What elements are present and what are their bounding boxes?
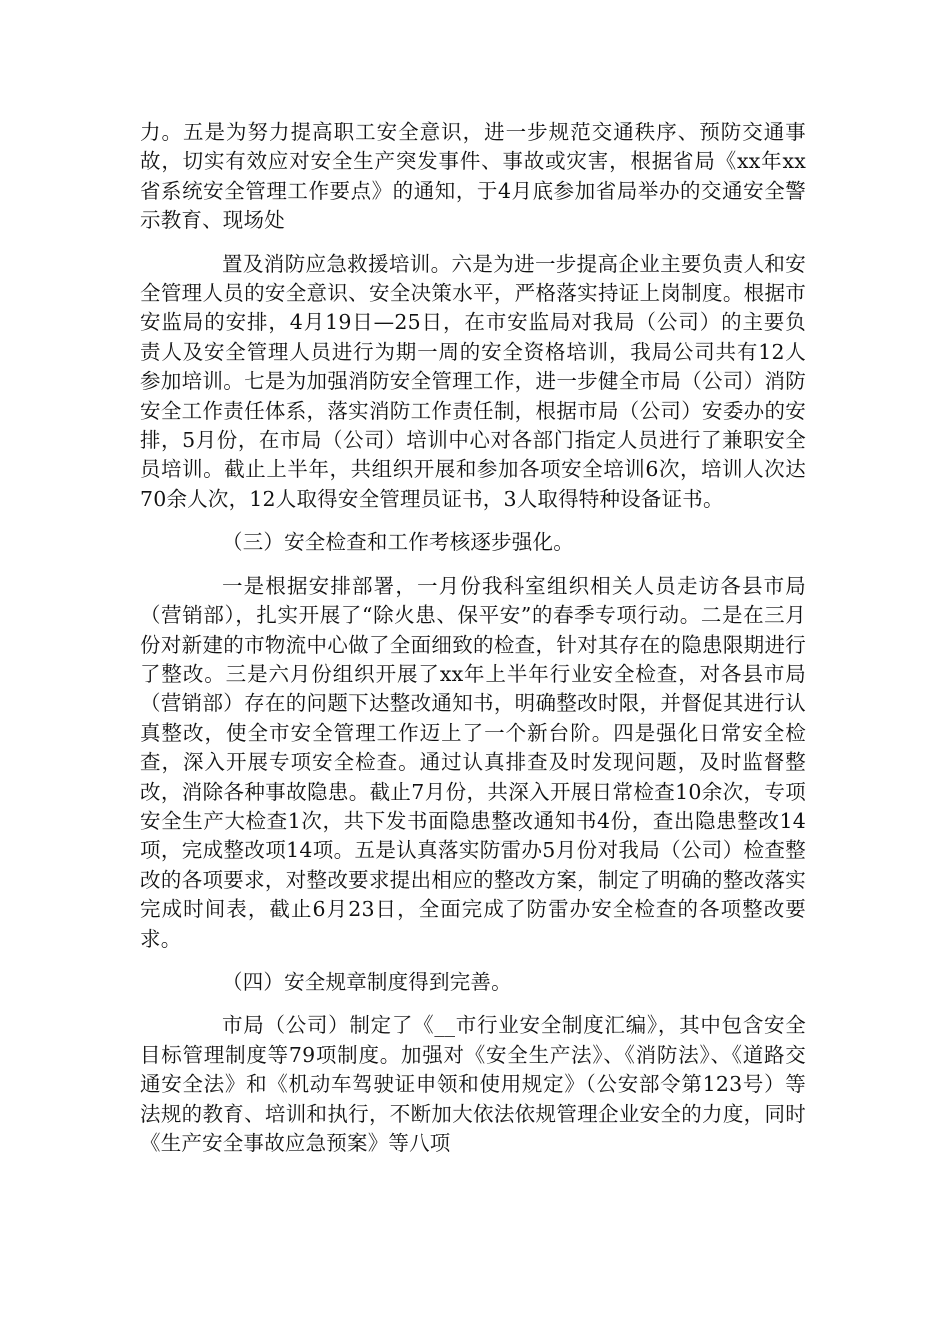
paragraph-safety-inspection: 一是根据安排部署，一月份我科室组织相关人员走访各县市局（营销部），扎实开展了“除火患、保平安”的春季专项行动。二是在三月份对新建的市物流中心做了全面细致的检查，针对其存在的隐患限期进行了整改。三是六月份组织开展了xx年上半年行业安全检查，对各县市局（营销部）存在的问题下达整改通知书，明确整改时限，并督促其进行认真整改，使全市安全管理工作迈上了一个新台阶。四是强化日常安全检查，深入开展专项安全检查。通过认真排查及时发现问题，及时监督整改，消除各种事故隐患。截止7月份，共深入开展日常检查10余次，专项安全生产大检查1次，共下发书面隐患整改通知书4份，查出隐患整改14项，完成整改项14项。五是认真落实防雷办5月份对我局（公司）检查整改的各项要求，对整改要求提出相应的整改方案，制定了明确的整改落实完成时间表，截止6月23日，全面完成了防雷办安全检查的各项整改要求。: [140, 573, 806, 951]
section-heading-4: （四）安全规章制度得到完善。: [222, 969, 512, 994]
section-heading-3: （三）安全检查和工作考核逐步强化。: [222, 530, 574, 555]
document-page: [140, 118, 806, 1172]
paragraph-training-continued: 力。五是为努力提高职工安全意识，进一步规范交通秩序、预防交通事故，切实有效应对安全生产突发事件、事故或灾害，根据省局《xx年xx省系统安全管理工作要点》的通知，于4月底参加省局举办的交通安全警示教育、现场处: [140, 120, 806, 233]
paragraph-safety-rules: 市局（公司）制定了《__市行业安全制度汇编》，其中包含安全目标管理制度等79项制度。加强对《安全生产法》、《消防法》、《道路交通安全法》和《机动车驾驶证申领和使用规定》（公安部令第123号）等法规的教育、培训和执行，不断加大依法依规管理企业安全的力度，同时《生产安全事故应急预案》等八项: [140, 1013, 806, 1155]
paragraph-fire-training: 置及消防应急救援培训。六是为进一步提高企业主要负责人和安全管理人员的安全意识、安全决策水平，严格落实持证上岗制度。根据市安监局的安排，4月19日—25日，在市安监局对我局（公司）的主要负责人及安全管理人员进行为期一周的安全资格培训，我局公司共有12人参加培训。七是为加强消防安全管理工作，进一步健全市局（公司）消防安全工作责任体系，落实消防工作责任制，根据市局（公司）安委办的安排，5月份，在市局（公司）培训中心对各部门指定人员进行了兼职安全员培训。截止上半年，共组织开展和参加各项安全培训6次，培训人次达70余人次，12人取得安全管理员证书，3人取得特种设备证书。: [140, 251, 806, 511]
